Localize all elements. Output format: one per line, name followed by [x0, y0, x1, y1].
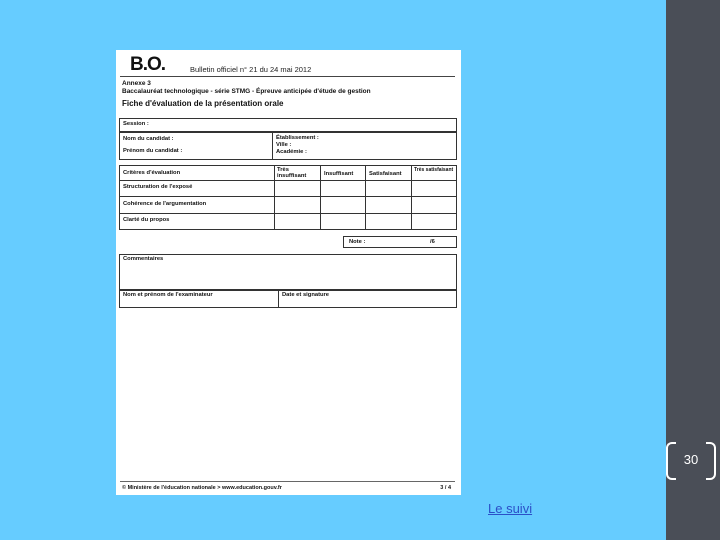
criterion-row: Cohérence de l'argumentation [123, 201, 207, 207]
table-col-line [274, 166, 275, 229]
le-suivi-link[interactable]: Le suivi [488, 501, 533, 516]
document-header [130, 54, 450, 76]
table-row-line [120, 213, 456, 214]
candidate-name-label: Nom du candidat : [123, 136, 174, 142]
level-header: Satisfaisant [369, 171, 402, 177]
table-col-line [411, 166, 412, 229]
candidate-firstname-label: Prénom du candidat : [123, 148, 183, 154]
bulletin-reference: Bulletin officiel n° 21 du 24 mai 2012 [190, 65, 312, 74]
table-row-line [120, 180, 456, 181]
session-box [119, 118, 457, 132]
examiner-box [119, 290, 457, 308]
scanned-form-document [116, 50, 461, 495]
form-title: Fiche d'évaluation de la présentation orale [122, 99, 284, 108]
session-label: Session : [123, 121, 149, 127]
footer-copyright: © Ministère de l'éducation nationale > www.education.gouv.fr [122, 485, 282, 491]
slide-number: 30 [683, 452, 699, 467]
table-row-line [120, 196, 456, 197]
table-col-line [365, 166, 366, 229]
candidate-divider [272, 133, 273, 159]
footer-rule [120, 481, 455, 482]
level-header: Très insuffisant [277, 167, 307, 179]
annex-label: Annexe 3 [122, 80, 151, 87]
date-signature-label: Date et signature [282, 292, 330, 298]
slide-number-frame [664, 442, 718, 478]
city-label: Ville : [276, 142, 292, 148]
criterion-row: Structuration de l'exposé [123, 184, 193, 190]
bo-logo: B.O. [130, 54, 166, 75]
level-header: Très satisfaisant [414, 167, 454, 173]
candidate-box [119, 132, 457, 160]
criteria-table [119, 165, 457, 230]
criteria-header: Critères d'évaluation [123, 170, 181, 176]
table-col-line [320, 166, 321, 229]
header-rule [120, 76, 455, 77]
series-title: Baccalauréat technologique - série STMG - Épreuve anticipée d'étude de gestion [122, 88, 371, 95]
examiner-divider [278, 291, 279, 307]
level-header: Insuffisant [324, 171, 354, 177]
footer-page-number: 3 / 4 [440, 485, 451, 491]
note-box [343, 236, 457, 248]
comments-label: Commentaires [123, 256, 164, 262]
establishment-label: Établissement : [276, 135, 319, 141]
academy-label: Académie : [276, 149, 307, 155]
note-label: Note : [349, 239, 366, 245]
examiner-label: Nom et prénom de l'examinateur [123, 292, 213, 298]
comments-box [119, 254, 457, 290]
note-value: /6 [430, 239, 435, 245]
criterion-row: Clarté du propos [123, 217, 170, 223]
